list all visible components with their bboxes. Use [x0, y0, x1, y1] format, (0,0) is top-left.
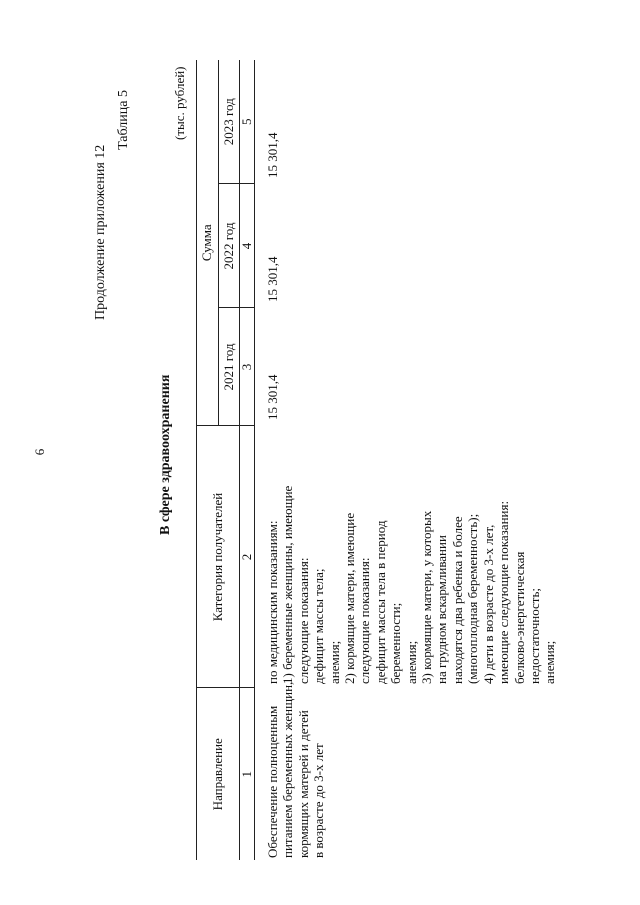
column-header-2022: 2022 год: [218, 184, 240, 308]
recipients-table: [196, 60, 558, 860]
column-number: 2: [240, 426, 255, 688]
column-header-direction: Направление: [197, 688, 240, 860]
units-label: (тыс. рублей): [172, 66, 187, 140]
column-header-2023: 2023 год: [218, 60, 240, 184]
category-line: анемия;: [542, 640, 558, 684]
table-number: Таблица 5: [116, 90, 131, 150]
category-line: анемия;: [326, 640, 342, 684]
direction-line: питанием беременных женщин,: [280, 681, 296, 858]
appendix-continuation: Продолжение приложения 12: [93, 144, 108, 320]
column-number: 5: [240, 60, 255, 184]
category-line: 3) кормящие матери, у которых: [419, 510, 435, 684]
direction-line: в возрасте до 3-х лет: [311, 743, 327, 858]
category-cell: [255, 426, 558, 688]
column-number: 3: [240, 308, 255, 426]
category-line: находятся два ребенка и более: [449, 516, 465, 684]
category-line: (многоплодная беременность);: [465, 513, 481, 684]
value-2023: 15 301,4: [265, 132, 280, 178]
rotated-page-content: [0, 20, 600, 880]
category-line: дефицит массы тела в период: [372, 520, 388, 684]
category-line: следующие показания:: [295, 557, 311, 684]
value-2021: 15 301,4: [265, 374, 280, 420]
category-line: дефицит массы тела;: [311, 568, 327, 684]
page-number: 6: [32, 448, 47, 456]
category-line: беременности;: [388, 602, 404, 684]
column-header-sum: Сумма: [197, 60, 219, 426]
column-header-2021: 2021 год: [218, 308, 240, 426]
column-number: 4: [240, 184, 255, 308]
section-title: В сфере здравоохранения: [158, 374, 173, 535]
category-line: по медицинским показаниям:: [265, 520, 280, 684]
category-line: следующие показания:: [357, 557, 373, 684]
column-number: 1: [240, 688, 255, 860]
column-header-category: Категория получателей: [197, 426, 240, 688]
category-line: недостаточность;: [526, 587, 542, 684]
direction-line: кормящих матерей и детей: [295, 710, 311, 858]
value-2022: 15 301,4: [265, 256, 280, 302]
category-line: 1) беременные женщины, имеющие: [280, 485, 296, 684]
category-line: белково-энергетическая: [511, 551, 527, 684]
direction-cell: [255, 681, 558, 860]
category-line: 2) кормящие матери, имеющие: [342, 512, 358, 684]
category-line: анемия;: [403, 640, 419, 684]
direction-line: Обеспечение полноценным: [265, 705, 280, 858]
category-line: на грудном вскармливании: [434, 535, 450, 684]
category-line: 4) дети в возрасте до 3-х лет,: [480, 524, 496, 684]
table-row: [255, 60, 558, 860]
category-line: имеющие следующие показания:: [496, 500, 512, 684]
